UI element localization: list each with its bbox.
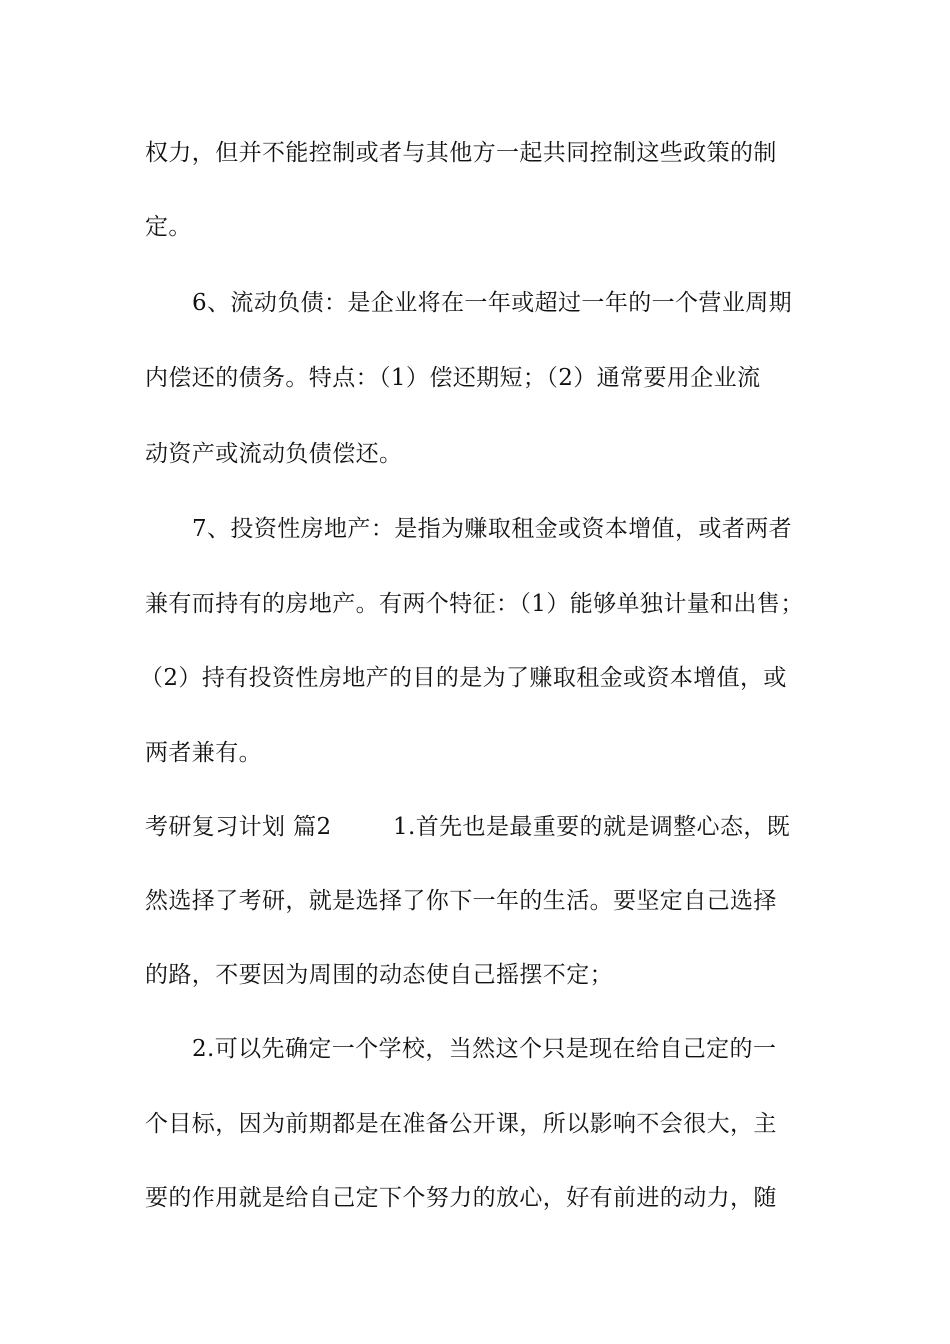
section-heading-line xyxy=(145,812,815,842)
paragraph-text: 1.首先也是最重要的就是调整心态，既 xyxy=(393,814,791,840)
paragraph-line: 2.可以先确定一个学校，当然这个只是现在给自己定的一 xyxy=(192,1036,777,1062)
paragraph-line: 要的作用就是给自己定下个努力的放心，好有前进的动力，随 xyxy=(145,1185,777,1211)
paragraph-line: （2）持有投资性房地产的目的是为了赚取租金或资本增值，或 xyxy=(140,665,787,691)
paragraph-line: 权力，但并不能控制或者与其他方一起共同控制这些政策的制 xyxy=(145,140,777,166)
paragraph-line: 兼有而持有的房地产。有两个特征：（1）能够单独计量和出售； xyxy=(145,591,804,617)
paragraph-line: 内偿还的债务。特点：（1）偿还期短；（2）通常要用企业流 xyxy=(145,365,761,391)
paragraph-line: 6、流动负债：是企业将在一年或超过一年的一个营业周期 xyxy=(192,290,793,316)
paragraph-line: 然选择了考研，就是选择了你下一年的生活。要坚定自己选择 xyxy=(145,888,777,914)
paragraph-line: 个目标，因为前期都是在准备公开课，所以影响不会很大，主 xyxy=(145,1111,777,1137)
paragraph-line: 7、投资性房地产：是指为赚取租金或资本增值，或者两者 xyxy=(192,516,793,542)
section-heading: 考研复习计划 篇2 xyxy=(145,814,332,840)
paragraph-line: 的路，不要因为周围的动态使自己摇摆不定； xyxy=(145,962,613,988)
paragraph-line: 两者兼有。 xyxy=(145,740,262,766)
paragraph-line: 动资产或流动负债偿还。 xyxy=(145,441,403,467)
paragraph-line: 定。 xyxy=(145,214,192,240)
